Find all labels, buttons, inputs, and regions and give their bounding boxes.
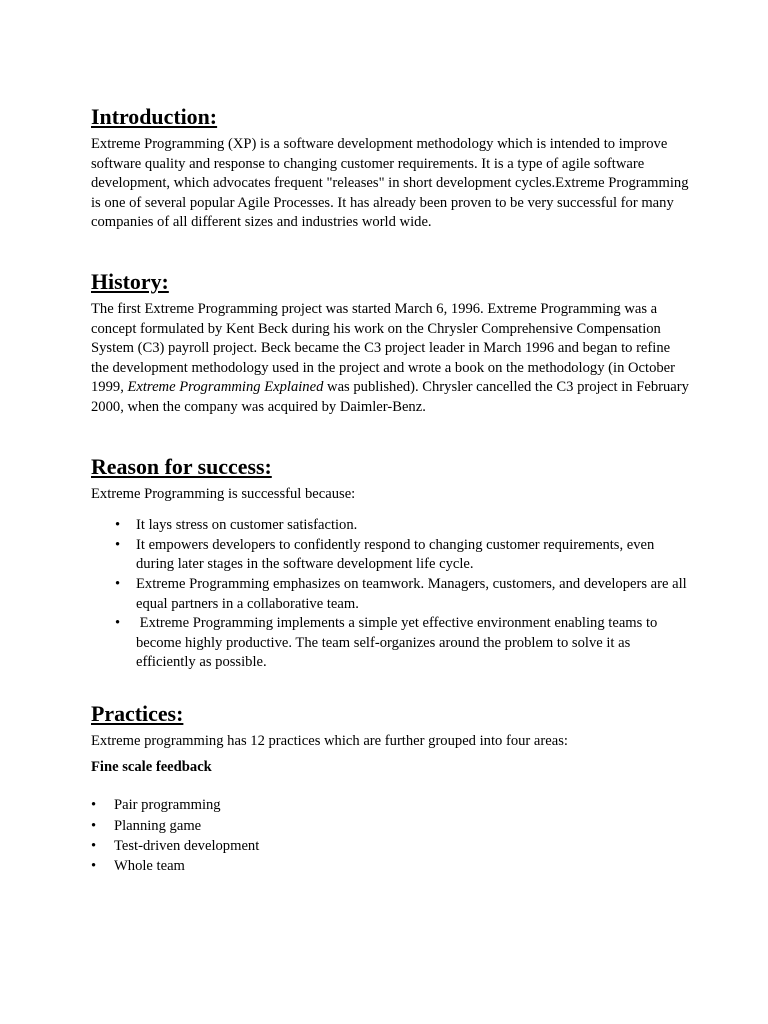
reason-list: [91, 516, 691, 673]
list-item-text: Planning game: [114, 817, 202, 834]
history-text-before: The first Extreme Programming project was started March 6, 1996. Extreme Programming was a concept formulated by Kent Beck during his work on the Chrysler Comprehensive Compensation System (C3) payroll project. Beck became the C3 project leader in March 1996 and began to refine the development methodology used in the project and wrote a book on the methodology (in October 1999,: [91, 300, 676, 396]
list-item-text: Pair programming: [114, 797, 221, 814]
list-item: [91, 857, 691, 877]
history-text-after: was published). Chrysler cancelled the C3 project in February 2000, when the company was acquired by Daimler-Benz.: [91, 379, 689, 415]
list-item-text: Whole team: [114, 858, 185, 875]
list-item: [91, 516, 691, 536]
bullet-icon: •: [91, 858, 97, 875]
bullet-icon: •: [115, 615, 121, 632]
bullet-icon: •: [91, 838, 97, 855]
list-item: [91, 575, 691, 614]
practices-intro: Extreme programming has 12 practices which are further grouped into four areas:: [91, 732, 568, 749]
introduction-heading: Introduction:: [91, 104, 218, 129]
history-paragraph: [91, 300, 691, 418]
list-item: [91, 796, 691, 816]
bullet-icon: •: [91, 817, 97, 834]
practices-list: [91, 796, 691, 877]
practices-heading: Practices:: [91, 700, 184, 726]
bullet-icon: •: [91, 797, 97, 814]
book-title: Extreme Programming Explained: [127, 379, 324, 396]
bullet-icon: •: [115, 517, 121, 534]
list-item-text: It empowers developers to confidently respond to changing customer requirements, even during later stages in the software development life cycle.: [136, 536, 655, 573]
reason-intro: Extreme Programming is successful because:: [91, 485, 356, 502]
introduction-paragraph: Extreme Programming (XP) is a software development methodology which is intended to improve software quality and response to changing customer requirements. It is a type of agile software development, which advocates frequent "releases" in short development cycles.Extreme Programming is one of several popular Agile Processes. It has already been proven to be very successful for many companies of all different sizes and industries world wide.: [91, 136, 689, 231]
bullet-icon: •: [115, 536, 121, 553]
list-item-text: Extreme Programming emphasizes on teamwork. Managers, customers, and developers are all equal partners in a collaborative team.: [136, 575, 687, 612]
list-item: [91, 817, 691, 837]
document-page: [91, 104, 691, 878]
list-item-text: It lays stress on customer satisfaction.: [136, 517, 358, 534]
list-item: [91, 536, 691, 575]
bullet-icon: •: [115, 575, 121, 592]
reason-heading: Reason for success:: [91, 453, 272, 479]
list-item: [91, 837, 691, 857]
list-item: [91, 614, 691, 673]
list-item-text: Test-driven development: [114, 838, 260, 855]
fine-scale-feedback-heading: Fine scale feedback: [91, 759, 212, 776]
list-item-text: Extreme Programming implements a simple yet effective environment enabling teams to become highly productive. The team self-organizes around the problem to solve it as efficiently as possible.: [136, 615, 661, 671]
history-heading: History:: [91, 268, 169, 294]
